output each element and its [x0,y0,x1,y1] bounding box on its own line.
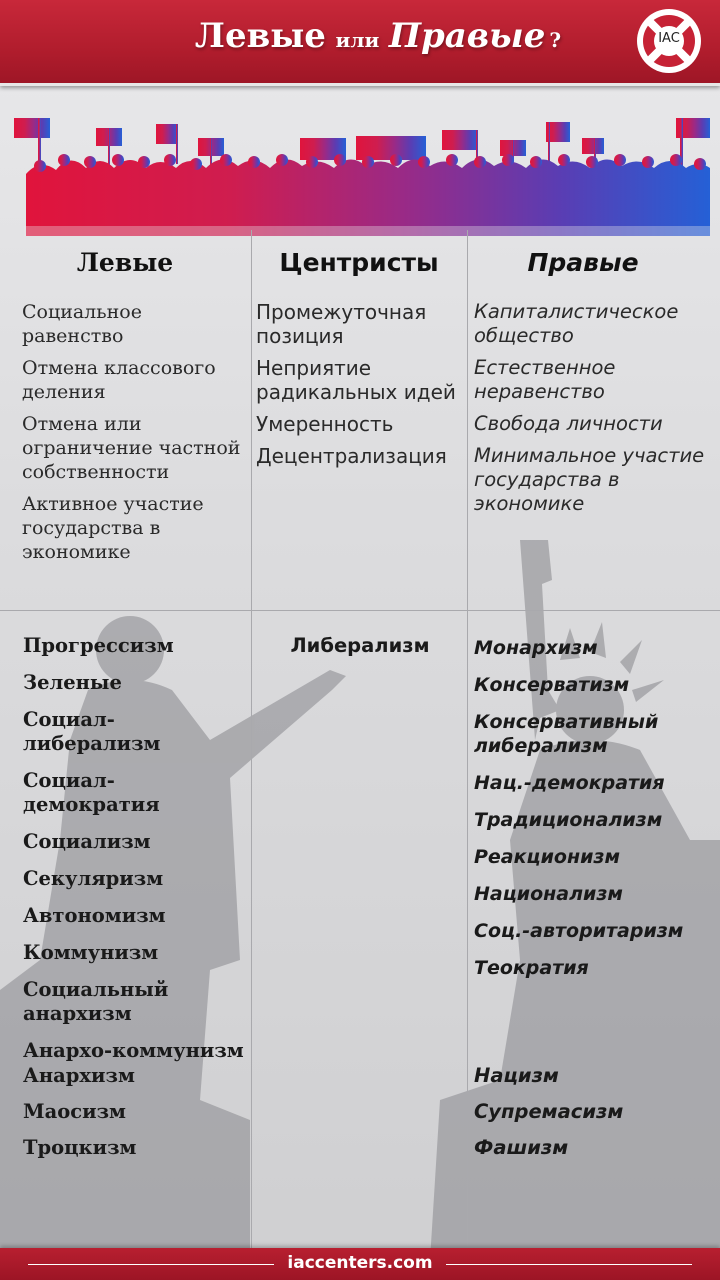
heading-center: Центристы [279,248,439,277]
list-item: Анархизм [23,1064,135,1087]
protest-crowd-illustration [0,108,720,236]
list-item: Социальное равенство [22,301,142,347]
extremes-left [23,1064,251,1172]
extremes-right [474,1064,718,1172]
list-item: Супремасизм [474,1100,624,1123]
ideologies-right [474,636,718,993]
list-item: Социальный анархизм [23,978,169,1025]
heading-left: Левые [76,248,174,277]
logo-text: IAC [658,31,680,46]
list-item: Троцкизм [23,1136,137,1159]
list-item: Зеленые [23,671,122,694]
ideologies-left [23,634,251,1076]
list-item: Либерализм [290,634,430,657]
title-right: Правые [388,16,546,56]
list-item: Соц.-авторитаризм [474,920,684,942]
title-left: Левые [194,16,326,56]
list-item: Теократия [474,957,589,979]
list-item: Реакционизм [474,846,620,868]
list-item: Нац.-демократия [474,772,665,794]
ideologies-center [252,634,468,671]
list-item: Прогрессизм [23,634,174,657]
list-item: Традиционализм [474,809,663,831]
page-title [0,16,720,56]
principles-right [474,300,714,524]
list-item: Фашизм [474,1136,569,1159]
lifebuoy-logo-icon[interactable] [636,8,702,74]
principles-center [256,300,466,476]
list-item: Социал-демократия [23,769,160,816]
list-item: Отмена классового деления [22,357,216,403]
list-item: Умеренность [256,412,394,436]
row-divider [0,610,720,611]
column-divider-2 [467,230,468,1248]
list-item: Естественное неравенство [474,356,616,403]
list-item: Свобода личности [474,412,663,435]
footer-site-link[interactable]: iaccenters.com [287,1253,433,1273]
footer-divider-right [446,1264,692,1265]
list-item: Социализм [23,830,151,853]
list-item: Промежуточная позиция [256,300,427,348]
list-item: Отмена или ограничение частной собственности [22,413,241,483]
list-item: Монархизм [474,637,598,659]
list-item: Децентрализация [256,444,447,468]
list-item: Секуляризм [23,867,164,890]
principles-left [22,300,248,572]
list-item: Консервативный либерализм [474,711,659,757]
list-item: Маосизм [23,1100,126,1123]
list-item: Коммунизм [23,941,159,964]
list-item: Неприятие радикальных идей [256,356,456,404]
list-item: Национализм [474,883,623,905]
footer-divider-left [28,1264,274,1265]
header-bar [0,0,720,86]
list-item: Консерватизм [474,674,630,696]
footer-bar [0,1248,720,1280]
list-item: Нацизм [474,1064,559,1087]
title-end: ? [549,28,562,52]
title-mid: или [335,28,380,52]
heading-right: Правые [527,248,639,277]
list-item: Капиталистическое общество [474,300,679,347]
list-item: Минимальное участие государства в экономике [474,444,705,515]
column-divider-1 [251,230,252,1248]
list-item: Социал-либерализм [23,708,161,755]
list-item: Автономизм [23,904,166,927]
list-item: Активное участие государства в экономике [22,493,204,563]
list-item: Анархо-коммунизм [23,1039,244,1062]
